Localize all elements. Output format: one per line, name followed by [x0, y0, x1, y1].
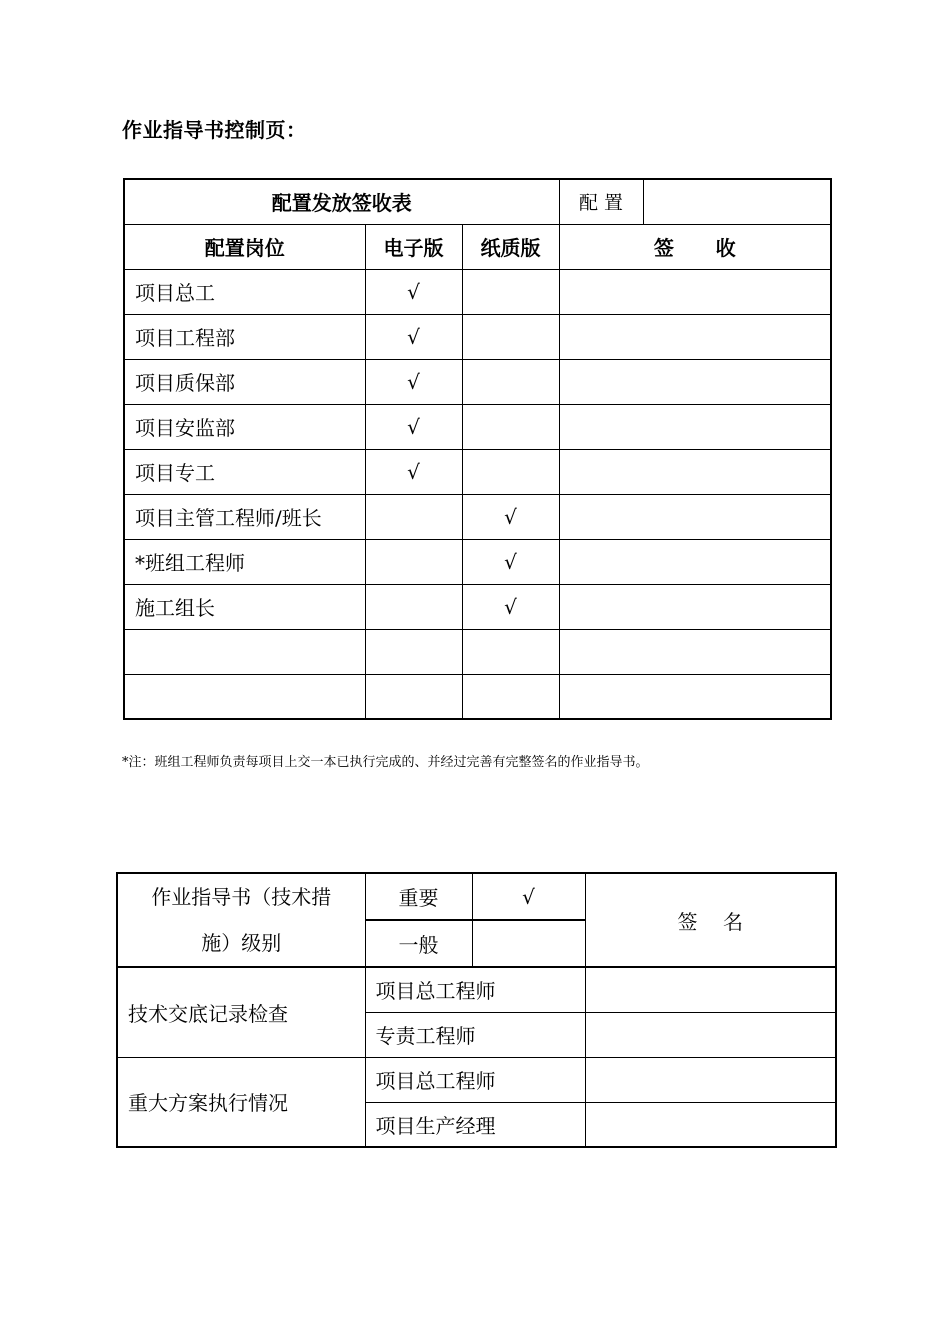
header-paper: 纸质版 — [462, 224, 559, 269]
sign-cell[interactable] — [559, 449, 831, 494]
table-row — [124, 539, 831, 584]
paper-cell — [462, 404, 559, 449]
level-label-line2: 施）级别 — [201, 931, 282, 955]
table-row — [124, 359, 831, 404]
position-cell: 施工组长 — [124, 584, 365, 629]
role-cell: 项目总工程师 — [365, 1057, 585, 1102]
electronic-cell: √ — [365, 269, 462, 314]
table-row — [117, 1057, 836, 1102]
role-cell: 项目总工程师 — [365, 967, 585, 1012]
electronic-cell — [365, 674, 462, 719]
position-cell: 项目专工 — [124, 449, 365, 494]
sign-cell[interactable] — [559, 629, 831, 674]
signature-cell[interactable] — [585, 1102, 836, 1147]
header-position: 配置岗位 — [124, 224, 365, 269]
electronic-cell — [365, 539, 462, 584]
section-label-major-plan: 重大方案执行情况 — [117, 1057, 365, 1147]
paper-cell — [462, 674, 559, 719]
paper-cell — [462, 629, 559, 674]
level-table — [116, 872, 837, 1148]
paper-cell: √ — [462, 494, 559, 539]
distribution-title: 配置发放签收表 — [124, 179, 559, 224]
level-label-line1: 作业指导书（技术措 — [151, 885, 332, 909]
electronic-cell — [365, 494, 462, 539]
general-label: 一般 — [365, 920, 472, 967]
table-row — [124, 449, 831, 494]
sign-cell[interactable] — [559, 404, 831, 449]
sign-cell[interactable] — [559, 539, 831, 584]
paper-cell — [462, 449, 559, 494]
config-value — [643, 179, 831, 224]
important-label: 重要 — [365, 873, 472, 920]
footnote: *注：班组工程师负责每项目上交一本已执行完成的、并经过完善有完整签名的作业指导书。 — [122, 755, 649, 770]
sign-cell[interactable] — [559, 584, 831, 629]
position-cell — [124, 674, 365, 719]
signature-cell[interactable] — [585, 1012, 836, 1057]
table-row — [124, 494, 831, 539]
electronic-cell: √ — [365, 449, 462, 494]
section-label-briefing: 技术交底记录检查 — [117, 967, 365, 1057]
important-mark[interactable]: √ — [472, 873, 585, 920]
electronic-cell: √ — [365, 314, 462, 359]
level-row-important — [117, 873, 836, 920]
header-sign: 签 收 — [559, 224, 831, 269]
electronic-cell: √ — [365, 359, 462, 404]
electronic-cell — [365, 584, 462, 629]
table-row — [117, 967, 836, 1012]
signature-cell[interactable] — [585, 967, 836, 1012]
header-electronic: 电子版 — [365, 224, 462, 269]
table-row — [124, 674, 831, 719]
paper-cell — [462, 314, 559, 359]
distribution-title-row — [124, 179, 831, 224]
role-cell: 项目生产经理 — [365, 1102, 585, 1147]
position-cell: 项目安监部 — [124, 404, 365, 449]
general-mark[interactable] — [472, 920, 585, 967]
level-label — [117, 873, 365, 967]
position-cell: 项目工程部 — [124, 314, 365, 359]
paper-cell — [462, 269, 559, 314]
signature-cell[interactable] — [585, 1057, 836, 1102]
sign-cell[interactable] — [559, 269, 831, 314]
position-cell: 项目质保部 — [124, 359, 365, 404]
position-cell: *班组工程师 — [124, 539, 365, 584]
electronic-cell — [365, 629, 462, 674]
paper-cell — [462, 359, 559, 404]
distribution-table — [123, 178, 832, 720]
sign-cell[interactable] — [559, 314, 831, 359]
sign-cell[interactable] — [559, 494, 831, 539]
table-row — [124, 404, 831, 449]
position-cell — [124, 629, 365, 674]
electronic-cell: √ — [365, 404, 462, 449]
table-row — [124, 584, 831, 629]
sign-header: 签 名 — [585, 873, 836, 967]
role-cell: 专责工程师 — [365, 1012, 585, 1057]
position-cell: 项目总工 — [124, 269, 365, 314]
table-row — [124, 314, 831, 359]
position-cell: 项目主管工程师/班长 — [124, 494, 365, 539]
table-row — [124, 629, 831, 674]
sign-cell[interactable] — [559, 674, 831, 719]
table-row — [124, 269, 831, 314]
paper-cell: √ — [462, 584, 559, 629]
sign-cell[interactable] — [559, 359, 831, 404]
paper-cell: √ — [462, 539, 559, 584]
distribution-header-row — [124, 224, 831, 269]
page-title: 作业指导书控制页： — [122, 118, 307, 142]
config-label: 配 置 — [559, 179, 643, 224]
